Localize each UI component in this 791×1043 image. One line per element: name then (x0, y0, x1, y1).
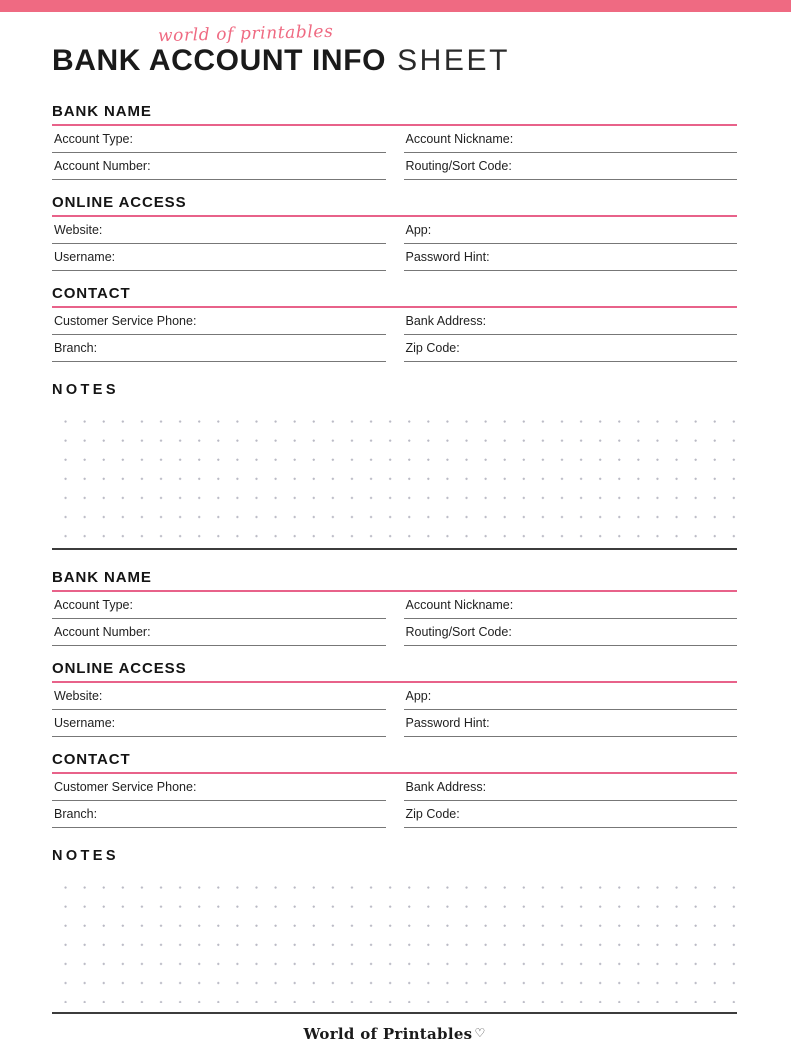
field-label: Account Number: (54, 159, 151, 173)
field-label: App: (405, 223, 432, 237)
form-section (52, 194, 737, 271)
field-label: Account Nickname: (405, 132, 514, 146)
bank-blocks-host (52, 103, 737, 1003)
form-field[interactable] (52, 126, 386, 153)
field-label: Customer Service Phone: (54, 779, 197, 794)
form-section (52, 751, 737, 828)
section-title: ONLINE ACCESS (52, 659, 187, 677)
field-row (52, 710, 737, 737)
form-field[interactable] (52, 710, 386, 737)
footer-signature-text: World of Printables (303, 1025, 473, 1043)
form-field[interactable] (404, 592, 738, 619)
field-label: Website: (54, 223, 103, 237)
form-field[interactable] (404, 710, 738, 737)
form-field[interactable] (404, 153, 738, 180)
brand-script-logo: world of printables (157, 21, 334, 47)
section-title: CONTACT (52, 285, 131, 302)
field-row (52, 244, 737, 271)
form-section (52, 103, 737, 180)
notes-title: NOTES (52, 847, 119, 864)
printable-page (0, 12, 791, 1043)
field-label: App: (405, 688, 432, 703)
field-label: Account Type: (54, 597, 133, 612)
bank-block (52, 103, 737, 550)
footer-divider (52, 1012, 737, 1014)
field-row (52, 774, 737, 801)
form-field[interactable] (52, 308, 386, 335)
notes-title: NOTES (52, 382, 119, 398)
form-field[interactable] (52, 774, 386, 801)
field-row (52, 801, 737, 828)
form-field[interactable] (404, 774, 738, 801)
top-accent-bar (0, 0, 791, 12)
form-field[interactable] (52, 217, 386, 244)
form-field[interactable] (404, 683, 738, 710)
form-field[interactable] (52, 244, 386, 271)
form-field[interactable] (404, 335, 738, 362)
field-row (52, 335, 737, 362)
form-field[interactable] (404, 244, 738, 271)
field-row (52, 308, 737, 335)
form-field[interactable] (52, 619, 386, 646)
field-row (52, 217, 737, 244)
form-section (52, 285, 737, 362)
field-label: Customer Service Phone: (54, 314, 197, 328)
field-row (52, 126, 737, 153)
field-label: Password Hint: (405, 250, 490, 264)
field-label: Account Number: (54, 624, 151, 639)
field-label: Username: (54, 715, 116, 730)
section-title: BANK NAME (52, 568, 152, 586)
field-label: Routing/Sort Code: (405, 624, 512, 639)
notes-section (52, 848, 737, 1004)
notes-dot-grid[interactable] (52, 873, 737, 1004)
field-label: Zip Code: (405, 341, 460, 355)
footer-signature (52, 1025, 737, 1043)
field-label: Password Hint: (405, 715, 490, 730)
form-field[interactable] (404, 126, 738, 153)
field-label: Bank Address: (405, 314, 487, 328)
form-field[interactable] (52, 335, 386, 362)
field-row (52, 619, 737, 646)
field-label: Website: (54, 688, 103, 703)
section-title: ONLINE ACCESS (52, 194, 187, 211)
form-section (52, 569, 737, 646)
field-row (52, 153, 737, 180)
notes-section (52, 382, 737, 538)
heart-icon: ♡ (474, 1026, 486, 1041)
form-field[interactable] (52, 683, 386, 710)
page-title-strong: BANK ACCOUNT INFO (52, 44, 387, 77)
section-title: BANK NAME (52, 103, 152, 120)
field-label: Zip Code: (405, 806, 460, 821)
field-row (52, 592, 737, 619)
page-title-light: SHEET (397, 44, 511, 77)
form-field[interactable] (404, 308, 738, 335)
section-title: CONTACT (52, 750, 131, 768)
field-row (52, 683, 737, 710)
field-label: Account Type: (54, 132, 133, 146)
form-field[interactable] (404, 801, 738, 828)
bank-block (52, 569, 737, 1004)
notes-dot-grid[interactable] (52, 407, 737, 538)
page-title (52, 44, 510, 78)
field-label: Username: (54, 250, 116, 264)
field-label: Branch: (54, 806, 98, 821)
form-field[interactable] (52, 801, 386, 828)
form-field[interactable] (404, 619, 738, 646)
field-label: Bank Address: (405, 779, 487, 794)
field-label: Routing/Sort Code: (405, 159, 512, 173)
block-divider (52, 548, 737, 550)
masthead (52, 12, 737, 84)
form-field[interactable] (52, 592, 386, 619)
form-field[interactable] (52, 153, 386, 180)
form-field[interactable] (404, 217, 738, 244)
field-label: Branch: (54, 341, 98, 355)
field-label: Account Nickname: (405, 597, 514, 612)
form-section (52, 660, 737, 737)
